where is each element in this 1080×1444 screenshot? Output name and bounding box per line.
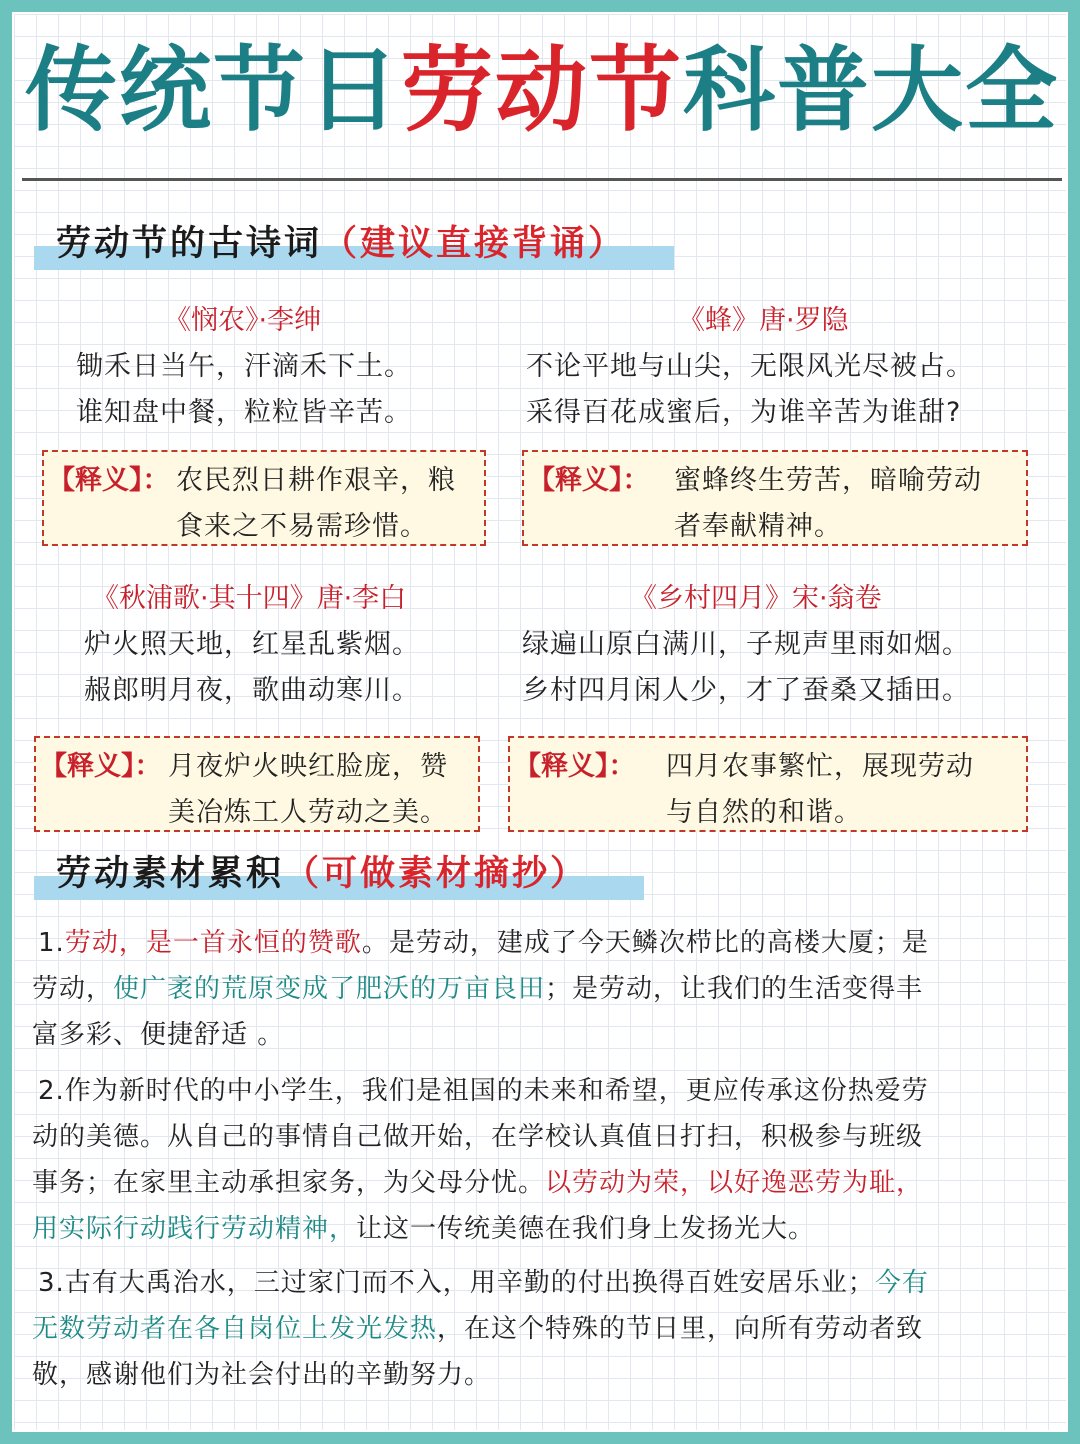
poem-line: 采得百花成蜜后，为谁辛苦为谁甜? xyxy=(526,397,962,428)
explanation-label: 【释义】： xyxy=(528,465,650,496)
text-run: ，在这个特殊的节日里，向所有劳动者致 xyxy=(437,1314,924,1344)
highlight-text: 无数劳动者在各自岗位上发光发热 xyxy=(32,1314,438,1344)
text-run: 动的美德。从自己的事情自己做开始，在学校认真值日打扫，积极参与班级 xyxy=(32,1122,924,1152)
text-run: 2.作为新时代的中小学生，我们是祖国的未来和希望，更应传承这份热爱劳 xyxy=(38,1076,929,1106)
title-part3: 科普大全 xyxy=(683,37,1060,144)
highlight-text: 以劳动为荣，以好逸恶劳为耻， xyxy=(545,1168,924,1198)
highlight-text: 用实际行动践行劳动精神， xyxy=(32,1214,357,1244)
poem-line: 乡村四月闲人少，才了蚕桑又插田。 xyxy=(522,675,970,706)
explanation-line: 月夜炉火映红脸庞，赞 xyxy=(168,751,448,782)
explanation-line: 与自然的和谐。 xyxy=(666,797,862,828)
poem-title: 《秋浦歌·其十四》唐·李白 xyxy=(92,583,407,614)
title-divider xyxy=(22,178,1062,181)
text-run: 让这一传统美德在我们身上发扬光大。 xyxy=(356,1214,816,1244)
explanation-line: 者奉献精神。 xyxy=(674,511,842,542)
title-part2: 劳动节 xyxy=(400,37,683,144)
highlight-text: 使广袤的荒原变成了肥沃的万亩良田 xyxy=(113,974,546,1004)
paragraph-2 xyxy=(32,1068,1052,1252)
explanation-box xyxy=(508,736,1028,832)
poem-title: 《悯农》·李绅 xyxy=(164,305,322,336)
explanation-label: 【释义】： xyxy=(48,465,170,496)
title-part1: 传统节日 xyxy=(24,37,401,144)
text-run: 3.古有大禹治水，三过家门而不入，用辛勤的付出换得百姓安居乐业； xyxy=(38,1268,875,1298)
text-run: 1. xyxy=(38,928,65,958)
poem-line: 锄禾日当午，汗滴禾下土。 xyxy=(76,351,412,382)
section-heading-hint: （建议直接背诵） xyxy=(322,224,627,264)
poster-card xyxy=(12,12,1068,1432)
poem-title: 《蜂》唐·罗隐 xyxy=(678,305,849,336)
paragraph-3 xyxy=(32,1260,1052,1398)
explanation-line: 四月农事繁忙，展现劳动 xyxy=(666,751,974,782)
poem-line: 谁知盘中餐，粒粒皆辛苦。 xyxy=(76,397,412,428)
poem-title: 《乡村四月》宋·翁卷 xyxy=(630,583,882,614)
text-run: 事务；在家里主动承担家务，为父母分忧。 xyxy=(32,1168,546,1198)
explanation-line: 食来之不易需珍惜。 xyxy=(176,511,428,542)
paragraph-1 xyxy=(32,920,1052,1058)
poem-line: 不论平地与山尖，无限风光尽被占。 xyxy=(526,351,974,382)
explanation-line: 美冶炼工人劳动之美。 xyxy=(168,797,448,828)
text-run: 。是劳动，建成了今天鳞次栉比的高楼大厦；是 xyxy=(361,928,929,958)
explanation-label: 【释义】： xyxy=(40,751,162,782)
explanation-box xyxy=(42,450,486,546)
page-title xyxy=(14,36,1070,146)
explanation-line: 蜜蜂终生劳苦，暗喻劳动 xyxy=(674,465,982,496)
text-run: ；是劳动，让我们的生活变得丰 xyxy=(545,974,924,1004)
section-heading-poems xyxy=(34,216,674,272)
poem-line: 绿遍山原白满川，子规声里雨如烟。 xyxy=(522,629,970,660)
section-heading-materials xyxy=(34,846,644,902)
section-heading-label: 劳动素材累积 xyxy=(56,854,285,894)
poem-line: 炉火照天地，红星乱紫烟。 xyxy=(84,629,420,660)
explanation-box xyxy=(34,736,480,832)
highlight-text: 劳动，是一首永恒的赞歌 xyxy=(64,928,362,958)
text-run: 敬，感谢他们为社会付出的辛勤努力。 xyxy=(32,1360,492,1390)
section-heading-label: 劳动节的古诗词 xyxy=(56,224,323,264)
text-run: 劳动， xyxy=(32,974,114,1004)
explanation-box xyxy=(522,450,1028,546)
section-heading-hint: （可做素材摘抄） xyxy=(284,854,589,894)
explanation-label: 【释义】： xyxy=(514,751,636,782)
poem-line: 赧郎明月夜，歌曲动寒川。 xyxy=(84,675,420,706)
text-run: 富多彩、便捷舒适 。 xyxy=(32,1020,285,1050)
highlight-text: 今有 xyxy=(874,1268,929,1298)
explanation-line: 农民烈日耕作艰辛，粮 xyxy=(176,465,456,496)
